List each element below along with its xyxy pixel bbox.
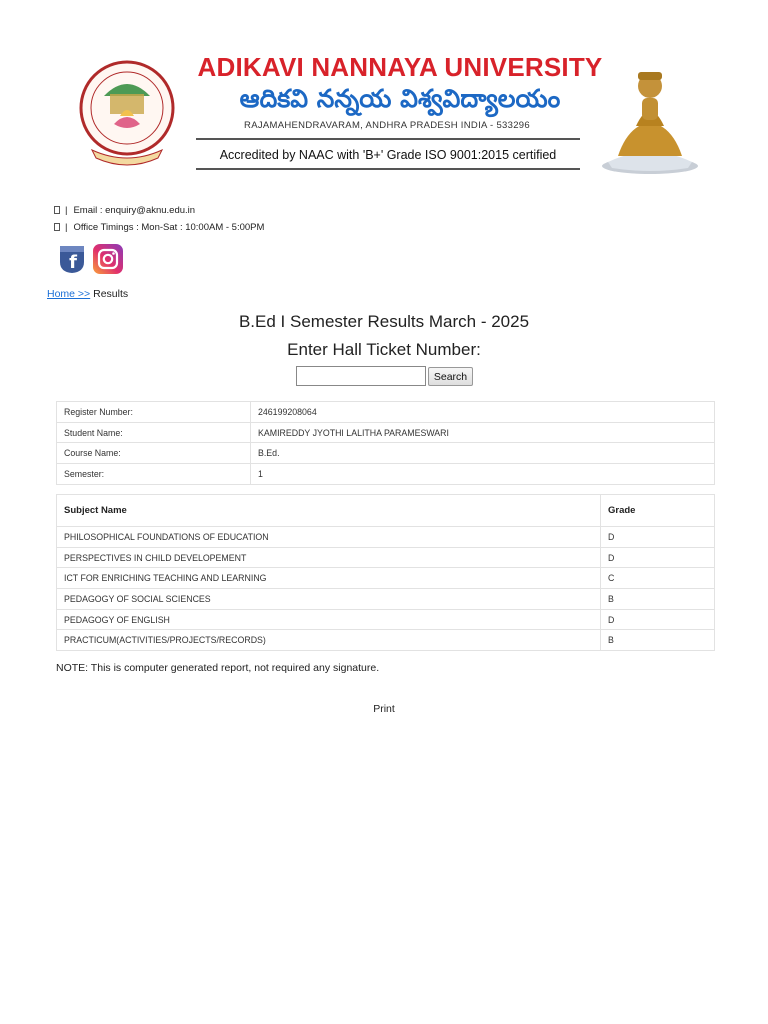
subject-name-cell: PEDAGOGY OF ENGLISH	[57, 609, 601, 630]
clock-icon	[54, 223, 60, 231]
timings-text: Office Timings : Mon-Sat : 10:00AM - 5:00PM	[73, 222, 265, 233]
banner-divider	[196, 138, 580, 140]
table-row	[57, 547, 715, 568]
grades-table	[56, 494, 715, 651]
university-address: RAJAMAHENDRAVARAM, ANDHRA PRADESH INDIA - 533296	[244, 120, 530, 131]
grade-cell: D	[601, 547, 715, 568]
grade-cell: B	[601, 589, 715, 610]
banner-divider	[196, 168, 580, 170]
accreditation-text: Accredited by NAAC with 'B+' Grade ISO 9001:2015 certified	[219, 148, 557, 162]
grade-cell: B	[601, 630, 715, 651]
contact-timings: | Office Timings : Mon-Sat : 10:00AM - 5:00PM	[54, 222, 264, 233]
register-number-value: 246199208064	[251, 402, 715, 423]
semester-label: Semester:	[57, 464, 251, 485]
university-banner	[70, 52, 706, 182]
register-number-label: Register Number:	[57, 402, 251, 423]
university-seal-logo	[74, 58, 180, 170]
student-name-label: Student Name:	[57, 422, 251, 443]
table-row	[57, 402, 715, 423]
subject-name-cell: PEDAGOGY OF SOCIAL SCIENCES	[57, 589, 601, 610]
subject-name-cell: PRACTICUM(ACTIVITIES/PROJECTS/RECORDS)	[57, 630, 601, 651]
semester-value: 1	[251, 464, 715, 485]
search-button[interactable]: Search	[428, 367, 473, 386]
breadcrumb	[47, 288, 128, 300]
breadcrumb-home-link[interactable]: Home >>	[47, 288, 91, 300]
table-row	[57, 422, 715, 443]
facebook-icon[interactable]	[56, 244, 88, 274]
print-link[interactable]: Print	[373, 703, 395, 715]
svg-text:f: f	[69, 252, 77, 273]
table-header-row	[57, 495, 715, 527]
university-name: ADIKAVI NANNAYA UNIVERSITY	[197, 52, 603, 82]
grade-cell: D	[601, 527, 715, 548]
hall-ticket-prompt: Enter Hall Ticket Number:	[287, 340, 481, 359]
contact-email: | Email : enquiry@aknu.edu.in	[54, 205, 195, 216]
course-name-value: B.Ed.	[251, 443, 715, 464]
course-name-label: Course Name:	[57, 443, 251, 464]
email-icon	[54, 206, 60, 214]
subject-name-cell: PERSPECTIVES IN CHILD DEVELOPEMENT	[57, 547, 601, 568]
subject-name-cell: ICT FOR ENRICHING TEACHING AND LEARNING	[57, 568, 601, 589]
table-row	[57, 568, 715, 589]
table-row	[57, 443, 715, 464]
instagram-icon[interactable]	[92, 244, 124, 274]
table-row	[57, 630, 715, 651]
breadcrumb-current: Results	[93, 288, 129, 300]
table-row	[57, 527, 715, 548]
disclaimer-note: NOTE: This is computer generated report, not required any signature.	[56, 662, 380, 674]
table-row	[57, 589, 715, 610]
email-text: Email : enquiry@aknu.edu.in	[73, 205, 196, 216]
university-name-telugu: ఆదికవి నన్నయ విశ్వవిద్యాలయం	[239, 84, 561, 113]
grade-cell: C	[601, 568, 715, 589]
hall-ticket-input[interactable]	[296, 366, 426, 386]
grade-cell: D	[601, 609, 715, 630]
table-row	[57, 464, 715, 485]
grade-header: Grade	[601, 495, 715, 527]
poet-statue-image	[598, 56, 702, 176]
page-title: B.Ed I Semester Results March - 2025	[238, 312, 530, 331]
subject-name-header: Subject Name	[57, 495, 601, 527]
student-name-value: KAMIREDDY JYOTHI LALITHA PARAMESWARI	[251, 422, 715, 443]
student-info-table	[56, 401, 715, 485]
table-row	[57, 609, 715, 630]
subject-name-cell: PHILOSOPHICAL FOUNDATIONS OF EDUCATION	[57, 527, 601, 548]
